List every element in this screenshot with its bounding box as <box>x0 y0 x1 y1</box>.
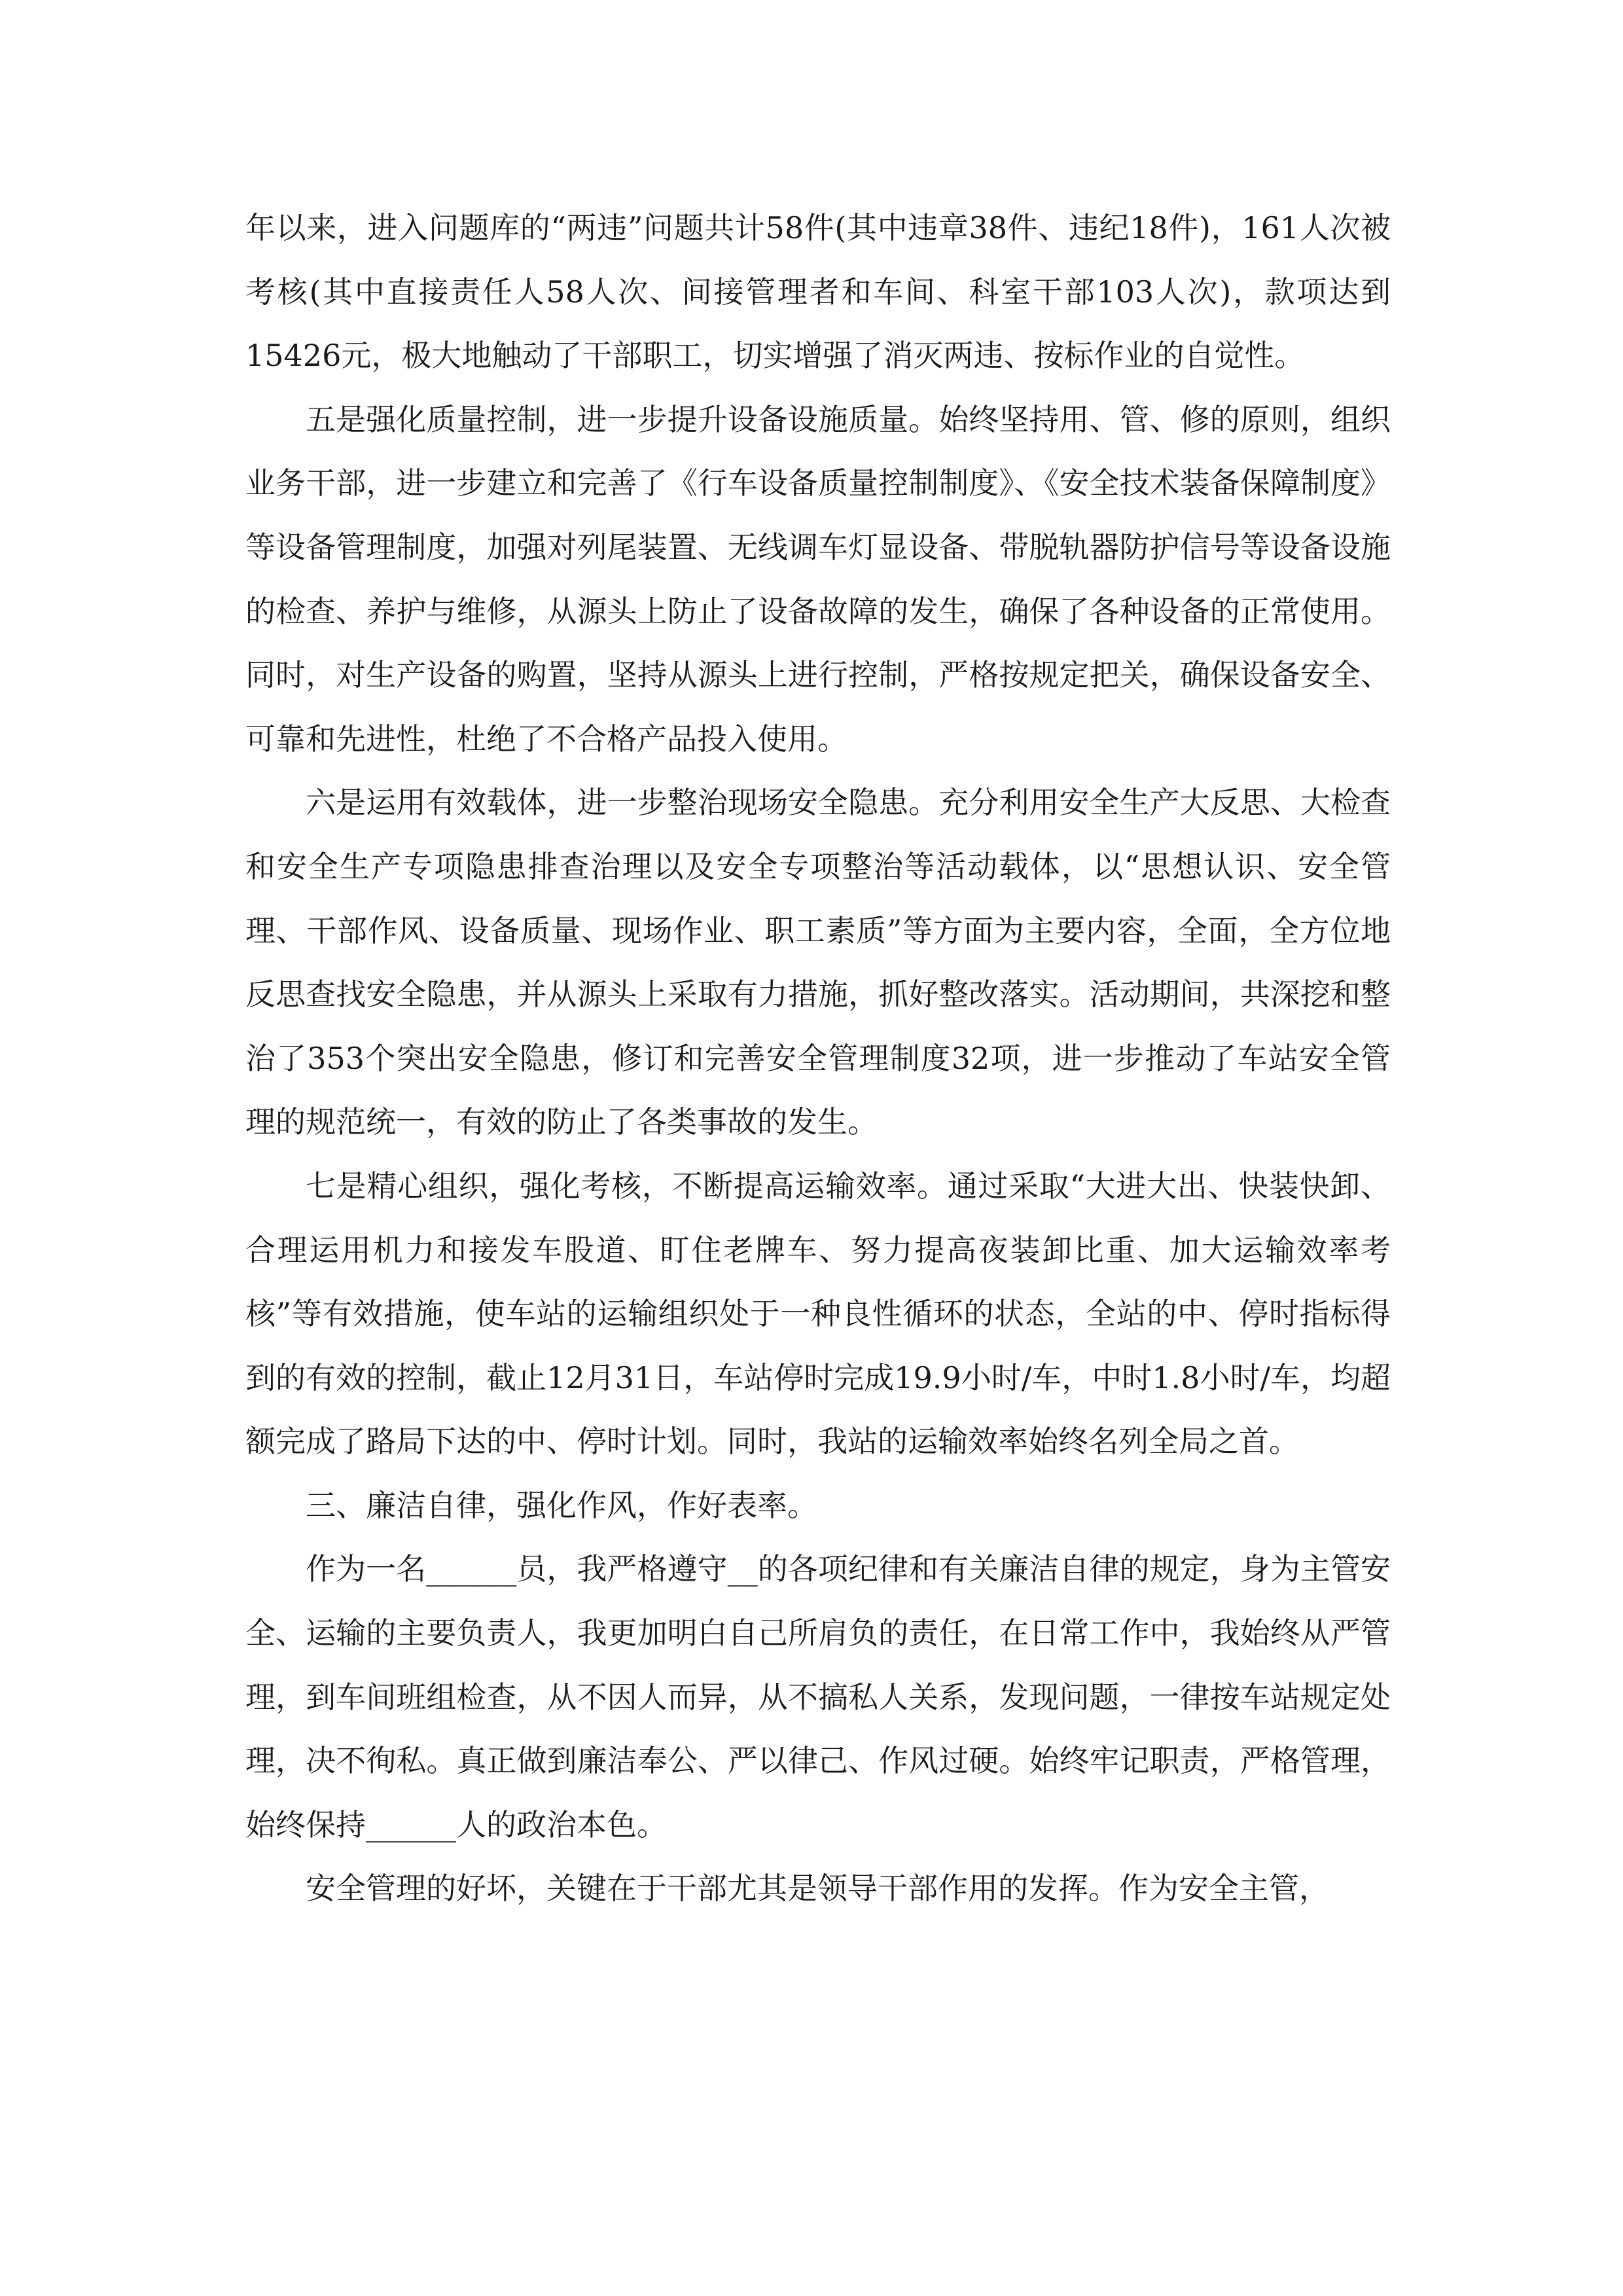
paragraph-2: 五是强化质量控制，进一步提升设备设施质量。始终坚持用、管、修的原则，组织业务干部，进一步建立和完善了《行车设备质量控制制度》、《安全技术装备保障制度》等设备管理制度，加强对列尾装置、无线调车灯显设备、带脱轨器防护信号等设备设施的检查、养护与维修，从源头上防止了设备故障的发生，确保了各种设备的正常使用。同时，对生产设备的购置，坚持从源头上进行控制，严格按规定把关，确保设备安全、可靠和先进性，杜绝了不合格产品投入使用。 <box>245 401 1391 757</box>
paragraph-7: 安全管理的好坏，关键在于干部尤其是领导干部作用的发挥。作为安全主管， <box>306 1871 1329 1907</box>
body-text <box>245 196 1391 1921</box>
paragraph-3: 六是运用有效载体，进一步整治现场安全隐患。充分利用安全生产大反思、大检查和安全生产专项隐患排查治理以及安全专项整治等活动载体，以“思想认识、安全管理、干部作风、设备质量、现场作业、职工素质”等方面为主要内容，全面，全方位地反思查找安全隐患，并从源头上采取有力措施，抓好整改落实。活动期间，共深挖和整治了353个突出安全隐患，修订和完善安全管理制度32项，进一步推动了车站安全管理的规范统一，有效的防止了各类事故的发生。 <box>245 785 1391 1140</box>
paragraph-4: 七是精心组织，强化考核，不断提高运输效率。通过采取“大进大出、快装快卸、合理运用机力和接发车股道、盯住老牌车、努力提高夜装卸比重、加大运输效率考核”等有效措施，使车站的运输组织处于一种良性循环的状态，全站的中、停时指标得到的有效的控制，截止12月31日，车站停时完成19.9小时/车，中时1.8小时/车，均超额完成了路局下达的中、停时计划。同时，我站的运输效率始终名列全局之首。 <box>245 1168 1391 1460</box>
paragraph-6: 作为一名______员，我严格遵守__的各项纪律和有关廉洁自律的规定，身为主管安全、运输的主要负责人，我更加明白自己所肩负的责任，在日常工作中，我始终从严管理，到车间班组检查，从不因人而异，从不搞私人关系，发现问题，一律按车站规定处理，决不徇私。真正做到廉洁奉公、严以律己、作风过硬。始终牢记职责，严格管理，始终保持______人的政治本色。 <box>245 1551 1391 1842</box>
section-heading: 三、廉洁自律，强化作风，作好表率。 <box>306 1487 817 1523</box>
paragraph-1: 年以来，进入问题库的“两违”问题共计58件(其中违章38件、违纪18件)，161人次被考核(其中直接责任人58人次、间接管理者和车间、科室干部103人次)，款项达到15426元，极大地触动了干部职工，切实增强了消灭两违、按标作业的自觉性。 <box>245 210 1391 374</box>
